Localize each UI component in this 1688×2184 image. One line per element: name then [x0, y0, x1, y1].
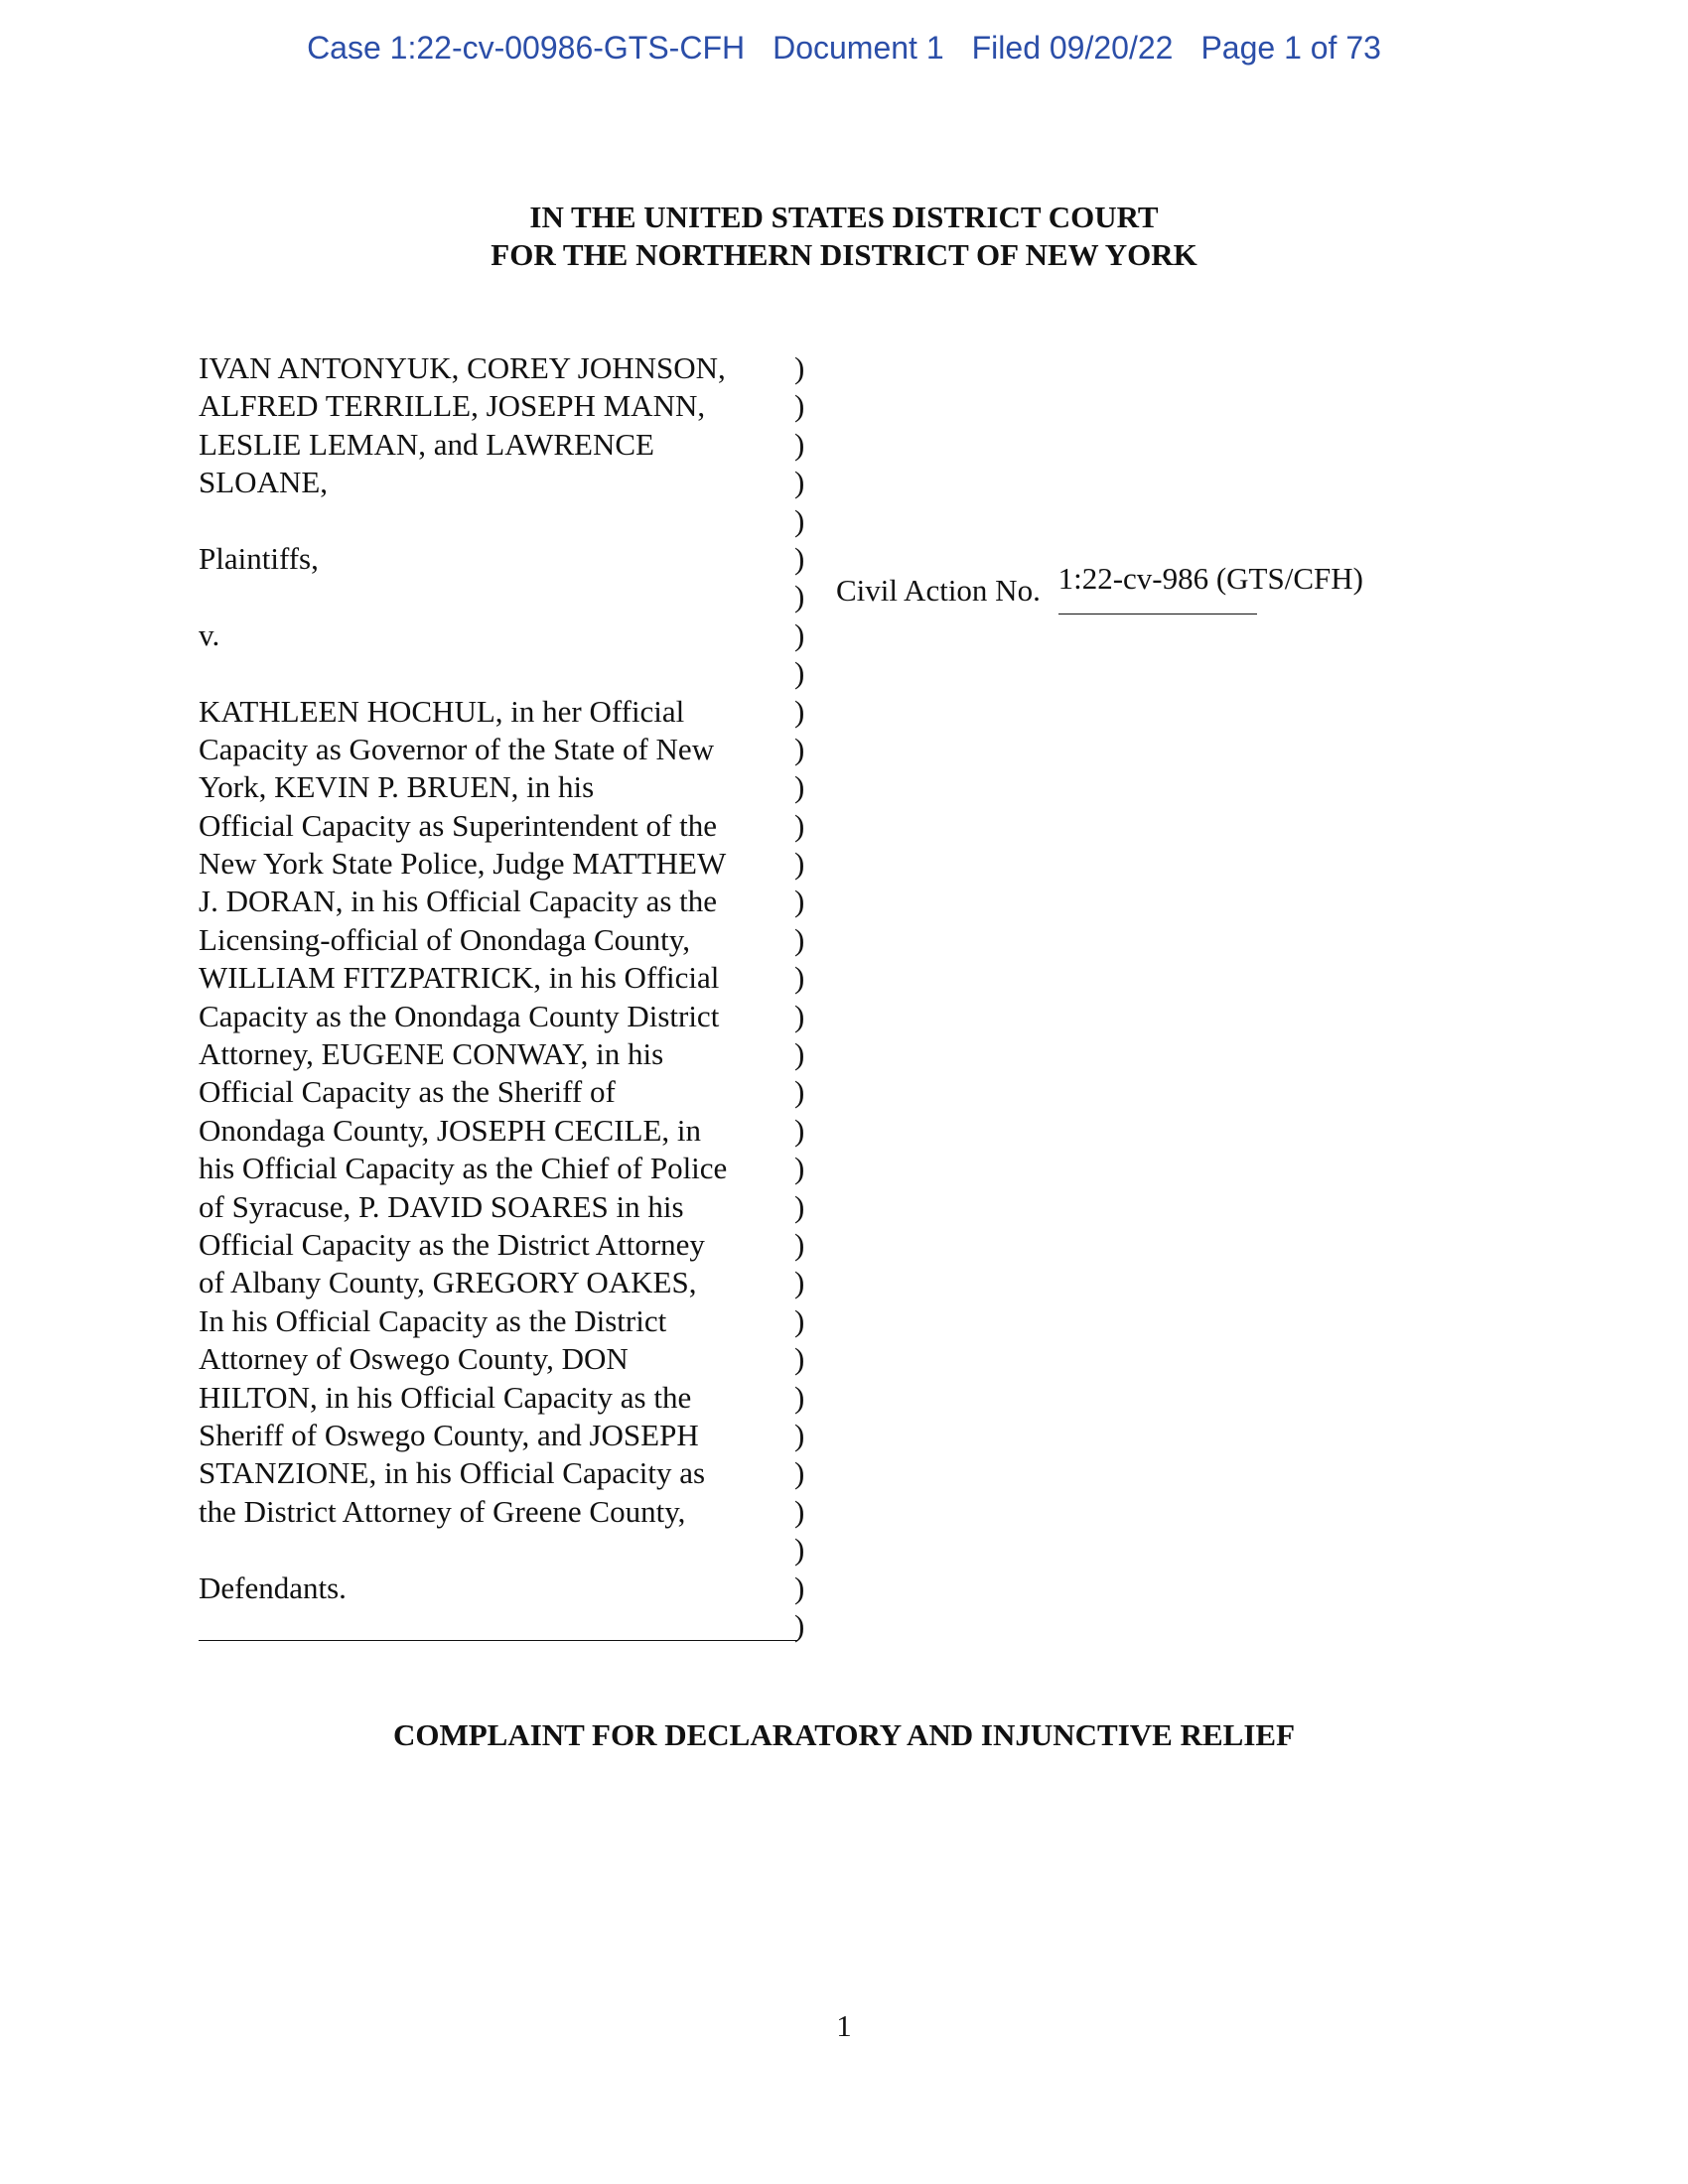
caption-line: Capacity as Governor of the State of New	[199, 731, 715, 766]
caption-paren: )	[794, 1188, 805, 1224]
caption-line: LESLIE LEMAN, and LAWRENCE	[199, 426, 654, 462]
ecf-filing-header	[0, 30, 1688, 67]
complaint-title: COMPLAINT FOR DECLARATORY AND INJUNCTIVE RELIEF	[392, 1717, 1296, 1752]
civil-action-number-field	[1057, 561, 1363, 610]
caption-paren: )	[794, 921, 805, 957]
caption-paren: )	[794, 616, 805, 652]
caption-paren: )	[794, 769, 805, 805]
caption-line: KATHLEEN HOCHUL, in her Official	[199, 693, 685, 729]
caption-line: the District Attorney of Greene County,	[199, 1493, 686, 1529]
caption-paren: )	[794, 1532, 805, 1568]
caption-line	[199, 654, 794, 692]
court-title-line-1: IN THE UNITED STATES DISTRICT COURT	[529, 200, 1159, 234]
court-title-line-2: FOR THE NORTHERN DISTRICT OF NEW YORK	[491, 237, 1197, 272]
caption-paren: )	[794, 1493, 805, 1529]
ecf-page-count: Page 1 of 73	[1200, 30, 1381, 66]
caption-paren: )	[794, 693, 805, 729]
caption-paren: )	[794, 1455, 805, 1491]
caption-line: HILTON, in his Official Capacity as the	[199, 1379, 692, 1415]
civil-action-block	[836, 561, 1363, 610]
caption-paren: )	[794, 426, 805, 462]
caption-paren: )	[794, 1417, 805, 1452]
caption-paren: )	[794, 655, 805, 691]
caption-line	[199, 1531, 794, 1569]
caption-paren: )	[794, 1570, 805, 1605]
caption-line: Official Capacity as Superintendent of the	[199, 807, 717, 843]
caption-line: Onondaga County, JOSEPH CECILE, in	[199, 1112, 702, 1148]
caption-line: Plaintiffs,	[199, 540, 319, 576]
caption-line: York, KEVIN P. BRUEN, in his	[199, 769, 595, 805]
caption-paren: )	[794, 807, 805, 843]
caption-paren: )	[794, 1151, 805, 1186]
caption-paren: )	[794, 1226, 805, 1262]
caption-paren: )	[794, 350, 805, 385]
caption-line: SLOANE,	[199, 465, 329, 500]
caption-bottom-rule	[199, 1640, 797, 1641]
caption-paren: )	[794, 502, 805, 538]
caption-line: Licensing-official of Onondaga County,	[199, 921, 691, 957]
page-number: 1	[836, 2008, 852, 2043]
caption-line: Attorney, EUGENE CONWAY, in his	[199, 1036, 664, 1072]
caption-paren: )	[794, 884, 805, 919]
caption-line: Defendants.	[199, 1570, 347, 1605]
caption-paren: )	[794, 1302, 805, 1338]
caption-paren: )	[794, 1265, 805, 1300]
caption-paren: )	[794, 1074, 805, 1110]
caption-line: Capacity as the Onondaga County District	[199, 998, 720, 1033]
caption-paren: )	[794, 1379, 805, 1415]
caption-line: J. DORAN, in his Official Capacity as the	[199, 884, 718, 919]
caption-line: of Albany County, GREGORY OAKES,	[199, 1265, 697, 1300]
case-caption-parties	[199, 349, 794, 1645]
caption-paren: )	[794, 731, 805, 766]
caption-paren: )	[794, 388, 805, 424]
caption-paren: )	[794, 1341, 805, 1377]
civil-action-number: 1:22-cv-986 (GTS/CFH)	[1057, 561, 1363, 596]
caption-paren: )	[794, 846, 805, 882]
caption-line: his Official Capacity as the Chief of Police	[199, 1151, 728, 1186]
civil-action-label: Civil Action No.	[836, 573, 1041, 608]
caption-line	[199, 578, 794, 615]
caption-parenthesis-column	[794, 349, 814, 1645]
caption-line: STANZIONE, in his Official Capacity as	[199, 1455, 706, 1491]
caption-line: IVAN ANTONYUK, COREY JOHNSON,	[199, 350, 726, 385]
caption-line: Sheriff of Oswego County, and JOSEPH	[199, 1417, 699, 1452]
ecf-case-number: Case 1:22-cv-00986-GTS-CFH	[307, 30, 746, 66]
caption-paren: )	[794, 1112, 805, 1148]
ecf-document-number: Document 1	[773, 30, 944, 66]
caption-line: ALFRED TERRILLE, JOSEPH MANN,	[199, 388, 706, 424]
caption-line	[199, 502, 794, 540]
caption-paren: )	[794, 960, 805, 996]
caption-line: Official Capacity as the Sheriff of	[199, 1074, 616, 1110]
caption-paren: )	[794, 998, 805, 1033]
caption-line: Attorney of Oswego County, DON	[199, 1341, 629, 1377]
ecf-filed-date: Filed 09/20/22	[971, 30, 1174, 66]
court-title	[0, 199, 1688, 274]
caption-paren: )	[794, 1607, 805, 1643]
caption-line: of Syracuse, P. DAVID SOARES in his	[199, 1188, 684, 1224]
caption-line: In his Official Capacity as the District	[199, 1302, 667, 1338]
caption-line: New York State Police, Judge MATTHEW	[199, 846, 727, 882]
caption-line: Official Capacity as the District Attorney	[199, 1226, 705, 1262]
caption-paren: )	[794, 1036, 805, 1072]
caption-line: WILLIAM FITZPATRICK, in his Official	[199, 960, 720, 996]
caption-paren: )	[794, 465, 805, 500]
caption-paren: )	[794, 579, 805, 614]
caption-paren: )	[794, 540, 805, 576]
caption-line: v.	[199, 616, 220, 652]
